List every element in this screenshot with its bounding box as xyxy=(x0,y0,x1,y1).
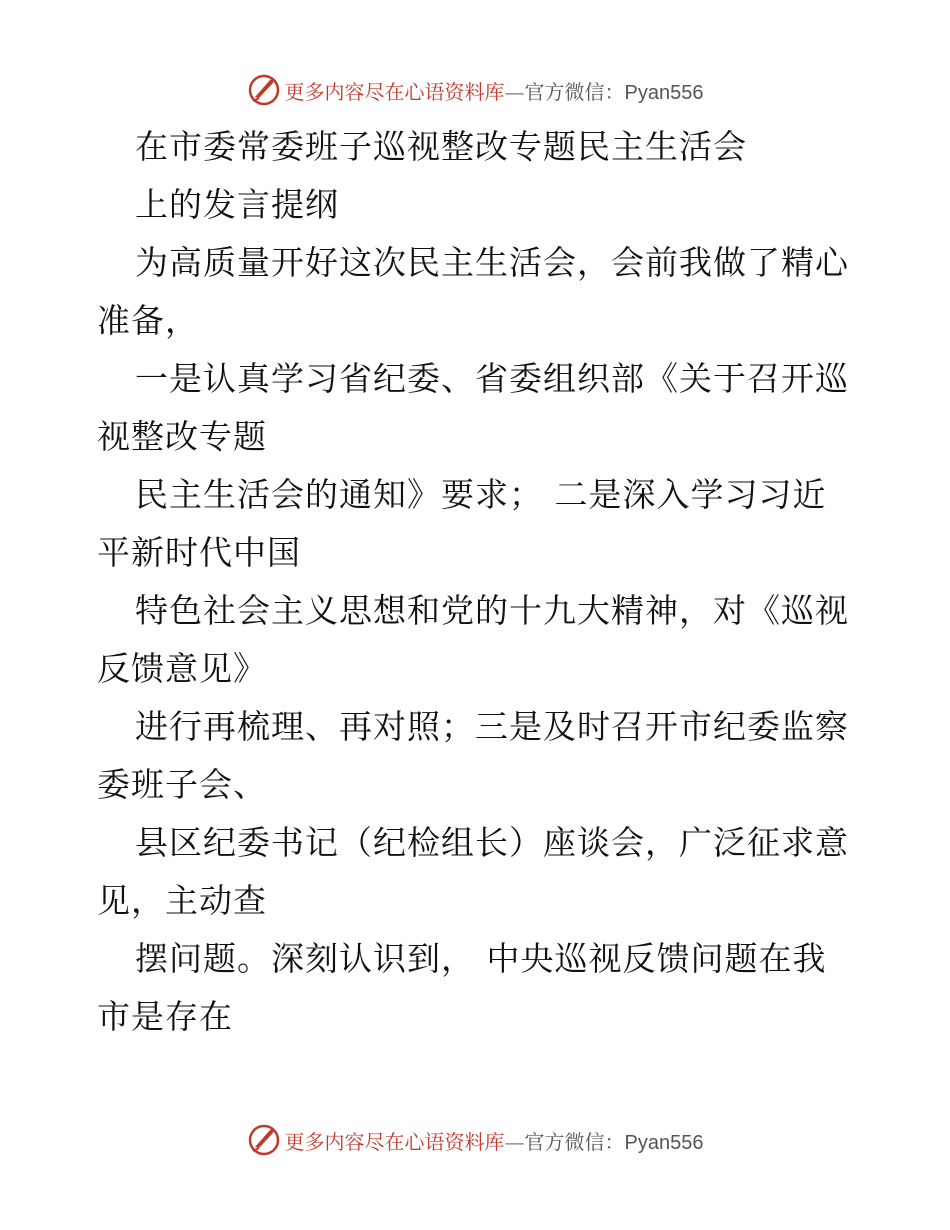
text-line: 委班子会、 xyxy=(97,765,267,804)
header-text xyxy=(285,76,704,105)
header-banner xyxy=(0,70,950,110)
header-brand: 更多内容尽在心语资料库 xyxy=(284,79,505,104)
footer-wechat-label: 官方微信： xyxy=(524,1129,625,1154)
quill-pen-logo-icon xyxy=(247,1123,281,1157)
text-line: 县区纪委书记（纪检组长）座谈会，广泛征求意 xyxy=(135,823,849,862)
text-line: 特色社会主义思想和党的十九大精神，对《巡视 xyxy=(135,591,849,630)
footer-banner xyxy=(0,1120,950,1160)
text-line: 平新时代中国 xyxy=(97,533,301,572)
footer-text xyxy=(285,1126,704,1155)
text-line: 为高质量开好这次民主生活会，会前我做了精心 xyxy=(135,243,849,282)
document-body xyxy=(97,118,857,1046)
header-dash: — xyxy=(504,79,525,104)
header-wechat-label: 官方微信： xyxy=(524,79,625,104)
text-line: 进行再梳理、再对照；三是及时召开市纪委监察 xyxy=(135,707,849,746)
text-line: 上的发言提纲 xyxy=(135,185,339,224)
header-wechat-id: Pyan556 xyxy=(624,81,704,104)
text-line: 见，主动查 xyxy=(97,881,267,920)
footer-brand: 更多内容尽在心语资料库 xyxy=(284,1129,505,1154)
text-line: 准备， xyxy=(97,301,199,340)
footer-wechat-id: Pyan556 xyxy=(624,1131,704,1154)
text-line: 民主生活会的通知》要求； 二是深入学习习近 xyxy=(135,475,827,514)
text-line: 反馈意见》 xyxy=(97,649,267,688)
text-line: 视整改专题 xyxy=(97,417,267,456)
text-line: 市是存在 xyxy=(97,997,233,1036)
text-line: 摆问题。深刻认识到， 中央巡视反馈问题在我 xyxy=(135,939,827,978)
quill-pen-logo-icon xyxy=(247,73,281,107)
footer-dash: — xyxy=(504,1129,525,1154)
text-line: 一是认真学习省纪委、省委组织部《关于召开巡 xyxy=(135,359,849,398)
text-line: 在市委常委班子巡视整改专题民主生活会 xyxy=(135,127,747,166)
